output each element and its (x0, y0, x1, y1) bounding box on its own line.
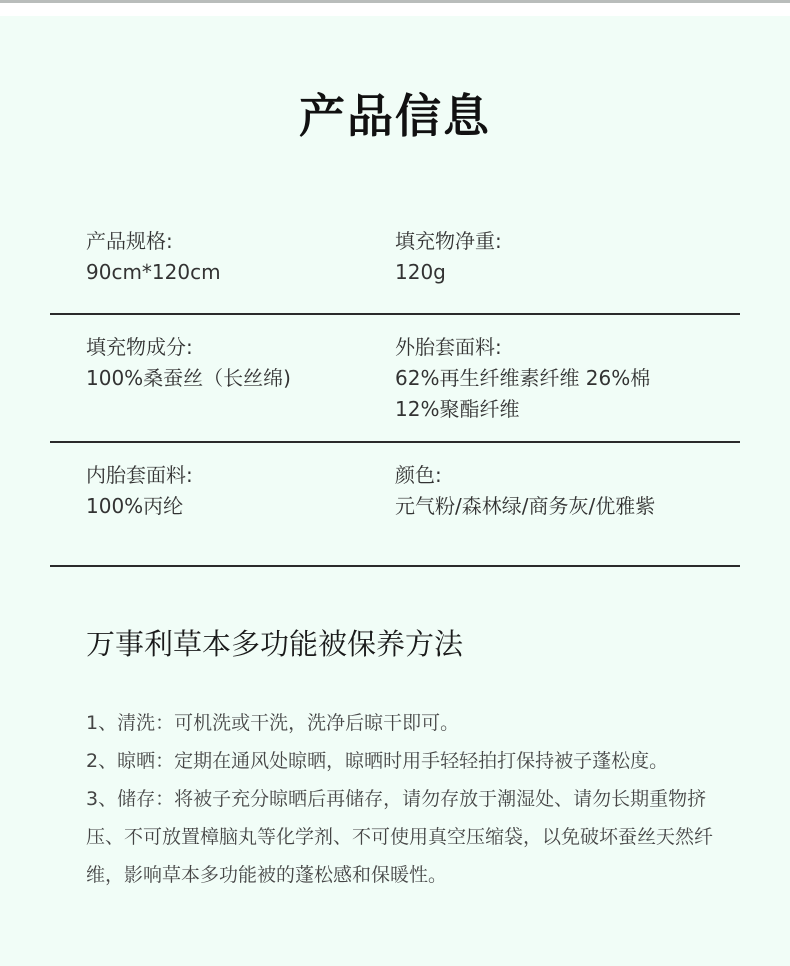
care-section-title: 万事利草本多功能被保养方法 (86, 627, 464, 661)
spec-cell-color (395, 460, 740, 565)
spec-cell-inner-fabric (50, 460, 395, 565)
spec-value: 62%再生纤维素纤维 26%棉 (395, 366, 651, 390)
spec-cell-size (50, 226, 395, 313)
care-item-wash: 1、清洗：可机洗或干洗，洗净后晾干即可。 (86, 712, 460, 734)
care-item-storage: 3、储存：将被子充分晾晒后再储存，请勿存放于潮湿处、请勿长期重物挤压、不可放置樟脑丸等化学剂、不可使用真空压缩袋，以免破坏蚕丝天然纤维，影响草本多功能被的蓬松感和保暖性。 (86, 788, 714, 886)
spec-label: 内胎套面料: (86, 463, 193, 487)
spec-table (50, 216, 740, 567)
spec-cell-filling (50, 332, 395, 441)
spec-label: 外胎套面料: (395, 335, 502, 359)
spec-label: 填充物成分: (86, 335, 193, 359)
spec-value: 100%桑蚕丝（长丝绵) (86, 366, 291, 390)
spec-value: 100%丙纶 (86, 494, 184, 518)
spec-label: 产品规格: (86, 229, 173, 253)
care-item-dry: 2、晾晒：定期在通风处晾晒，晾晒时用手轻轻拍打保持被子蓬松度。 (86, 750, 669, 772)
page-title: 产品信息 (299, 89, 491, 143)
spec-cell-net-weight (395, 226, 740, 313)
spec-label: 填充物净重: (395, 229, 502, 253)
spec-value: 90cm*120cm (86, 260, 221, 284)
care-list (86, 704, 736, 894)
spec-value: 120g (395, 260, 446, 284)
spec-cell-outer-fabric (395, 332, 740, 441)
spec-value-line2: 12%聚酯纤维 (395, 397, 520, 421)
spec-row (50, 216, 740, 315)
spec-value: 元气粉/森林绿/商务灰/优雅紫 (395, 494, 656, 518)
spec-row (50, 315, 740, 443)
spec-row (50, 443, 740, 567)
spec-label: 颜色: (395, 463, 442, 487)
top-divider (0, 0, 790, 3)
